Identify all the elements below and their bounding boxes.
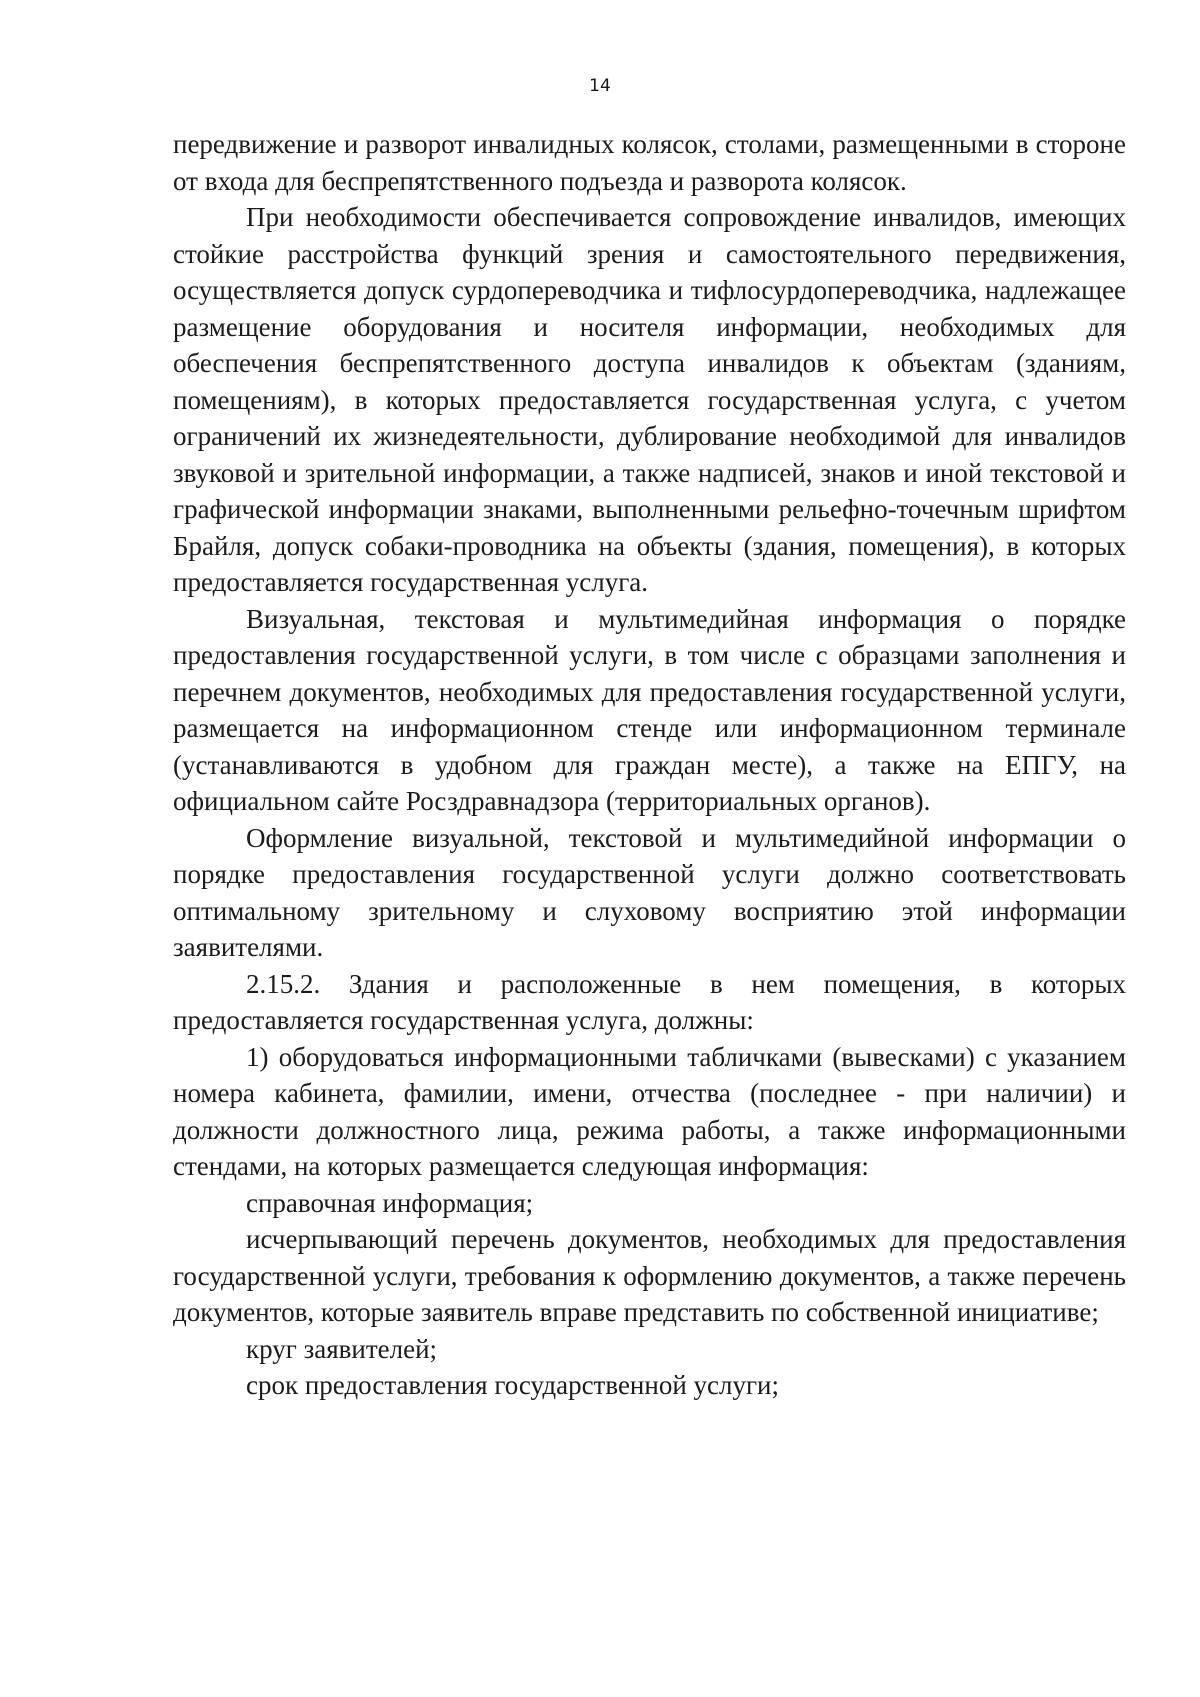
paragraph-section-2-15-2: 2.15.2. Здания и расположенные в нем помещения, в которых предоставляется государственная услуга, должны: <box>173 968 1126 1035</box>
paragraph-information-design: Оформление визуальной, текстовой и мультимедийной информации о порядке предоставления государственной услуги должно соответствовать оптимальному зрительному и слуховому восприятию этой информации заявителями. <box>173 822 1126 962</box>
paragraph-continuation: передвижение и разворот инвалидных колясок, столами, размещенными в стороне от входа для беспрепятственного подъезда и разворота колясок. <box>173 129 1126 196</box>
list-item-reference-info: справочная информация; <box>246 1187 534 1218</box>
list-item-documents: исчерпывающий перечень документов, необходимых для предоставления государственной услуги, требования к оформлению документов, а также перечень документов, которые заявитель вправе представить по собственной инициативе; <box>173 1224 1126 1327</box>
list-item-applicants: круг заявителей; <box>246 1333 438 1364</box>
page-number: 14 <box>589 76 611 96</box>
document-body <box>173 126 1126 1404</box>
paragraph-accessibility: При необходимости обеспечивается сопровождение инвалидов, имеющих стойкие расстройства функций зрения и самостоятельного передвижения, осуществляется допуск сурдопереводчика и тифлосурдопереводчика, надлежащее размещение оборудования и носителя информации, необходимых для обеспечения беспрепятственного доступа инвалидов к объектам (зданиям, помещениям), в которых предоставляется государственная услуга, с учетом ограничений их жизнедеятельности, дублирование необходимой для инвалидов звуковой и зрительной информации, а также надписей, знаков и иной текстовой и графической информации знаками, выполненными рельефно-точечным шрифтом Брайля, допуск собаки-проводника на объекты (здания, помещения), в которых предоставляется государственная услуга. <box>173 202 1126 597</box>
paragraph-item-1: 1) оборудоваться информационными табличками (вывесками) с указанием номера кабинета, фамилии, имени, отчества (последнее - при наличии) и должности должностного лица, режима работы, а также информационными стендами, на которых размещается следующая информация: <box>173 1041 1126 1181</box>
paragraph-visual-information: Визуальная, текстовая и мультимедийная информация о порядке предоставления государственной услуги, в том числе с образцами заполнения и перечнем документов, необходимых для предоставления государственной услуги, размещается на информационном стенде или информационном терминале (устанавливаются в удобном для граждан месте), а также на ЕПГУ, на официальном сайте Росздравнадзора (территориальных органов). <box>173 603 1126 816</box>
list-item-service-term: срок предоставления государственной услуги; <box>246 1370 780 1400</box>
